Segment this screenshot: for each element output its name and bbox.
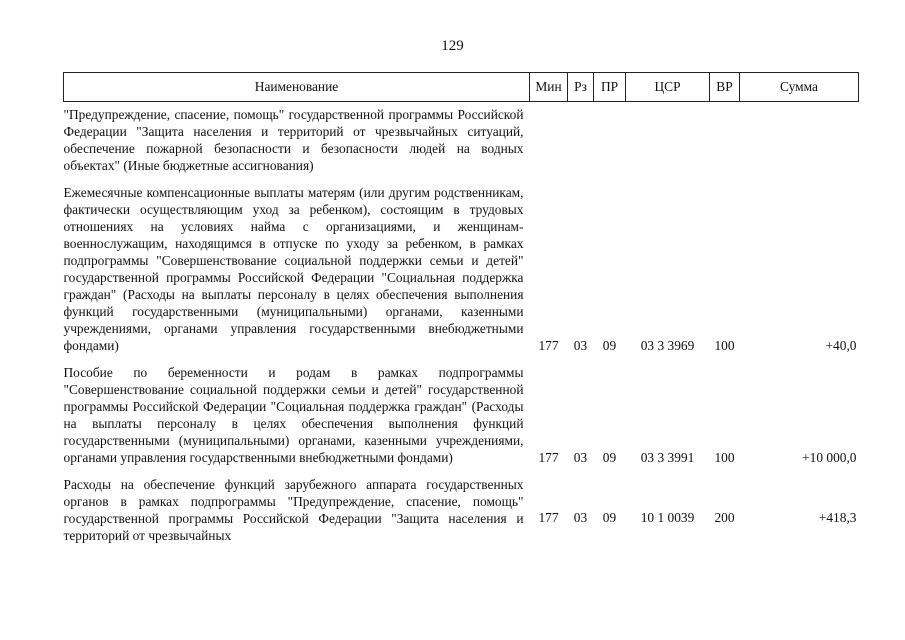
row-pr: 09 [602, 450, 617, 465]
row-vr: 100 [714, 338, 735, 353]
row-min: 177 [538, 510, 559, 525]
header-csr: ЦСР [626, 73, 710, 102]
row-rz: 03 [573, 338, 588, 353]
row-vr [710, 102, 740, 175]
row-rz: 03 [573, 510, 588, 525]
row-pr [594, 102, 626, 175]
table-row [64, 174, 859, 354]
header-pr: ПР [594, 73, 626, 102]
row-sum: +40,0 [825, 338, 857, 353]
row-name: Расходы на обеспечение функций зарубежного аппарата государственных органов в рамках подпрограммы "Предупреждение, спасение, помощь" государственной программы Российской Федерации "Защита населения и территорий от чрезвычайных [63, 477, 524, 543]
row-sum: +10 000,0 [802, 450, 857, 465]
row-min: 177 [538, 338, 559, 353]
table-row [64, 466, 859, 531]
row-rz: 03 [573, 450, 588, 465]
row-vr: 200 [714, 510, 735, 525]
header-vr: ВР [710, 73, 740, 102]
table-header-row [64, 73, 859, 102]
row-csr: 03 3 3969 [640, 338, 695, 353]
row-pr: 09 [602, 338, 617, 353]
header-rz: Рз [568, 73, 594, 102]
row-name: "Предупреждение, спасение, помощь" государственной программы Российской Федерации "Защита населения и территорий от чрезвычайных ситуаций, обеспечение пожарной безопасности и безопасности людей на водных объектах" (Иные бюджетные ассигнования) [63, 107, 524, 173]
row-rz [568, 102, 594, 175]
row-vr: 100 [714, 450, 735, 465]
budget-table [63, 72, 859, 543]
row-pr: 09 [602, 510, 617, 525]
header-min: Мин [530, 73, 568, 102]
table-row [64, 354, 859, 466]
row-csr: 10 1 0039 [640, 510, 695, 525]
row-name: Пособие по беременности и родам в рамках подпрограммы "Совершенствование социальной поддержки семьи и детей" государственной программы Российской Федерации "Социальная поддержка граждан" (Расходы на выплаты персоналу в целях обеспечения выполнения функций государственными (муниципальными) органами, казенными учреждениями, органами управления государственными внебюджетными фондами) [63, 365, 524, 465]
row-csr: 03 3 3991 [640, 450, 695, 465]
row-name: Ежемесячные компенсационные выплаты матерям (или другим родственникам, фактически осуществляющим уход за ребенком), состоящим в трудовых отношениях на условиях найма с организациями, и женщинам-военнослужащим, находящимся в отпуске по уходу за ребенком, в рамках подпрограммы "Совершенствование социальной поддержки семьи и детей" государственной программы Российской Федерации "Социальная поддержка граждан" (Расходы на выплаты персоналу в целях обеспечения выполнения функций государственными (муниципальными) органами, казенными учреждениями, органами управления государственными внебюджетными фондами) [63, 185, 524, 353]
row-min: 177 [538, 450, 559, 465]
page-number: 129 [441, 38, 464, 54]
row-name-cell [63, 466, 530, 543]
header-name: Наименование [64, 73, 530, 102]
row-min [530, 102, 568, 175]
row-sum [740, 102, 859, 175]
header-sum: Сумма [740, 73, 859, 102]
table-row [64, 102, 859, 175]
row-sum: +418,3 [818, 510, 857, 525]
row-csr [626, 102, 710, 175]
